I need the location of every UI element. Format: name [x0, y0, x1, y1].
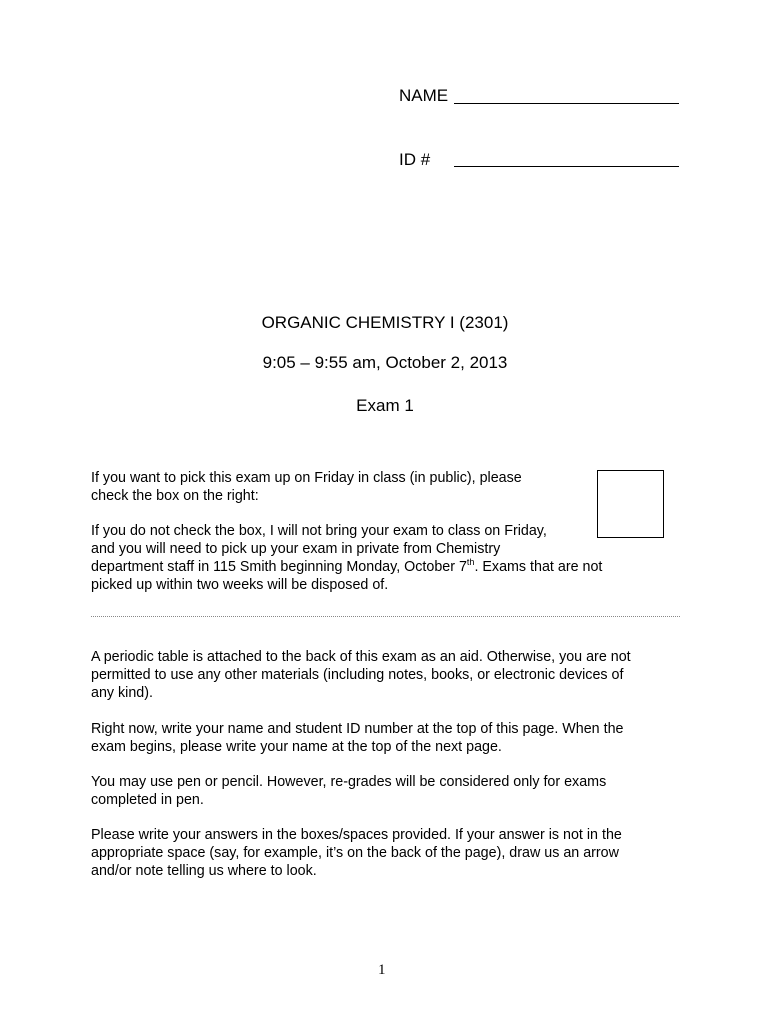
instruction-line: exam begins, please write your name at the top of the next page.: [91, 739, 502, 755]
instruction-line: appropriate space (say, for example, it’s on the back of the page), draw us an arrow: [91, 845, 619, 861]
instructions-paragraph-2: [91, 720, 691, 756]
id-field[interactable]: [454, 166, 679, 167]
id-label: ID #: [399, 150, 431, 169]
name-label: NAME: [399, 86, 449, 105]
pickup-line: check the box on the right:: [91, 488, 259, 504]
instruction-line: Please write your answers in the boxes/spaces provided. If your answer is not in the: [91, 827, 622, 843]
instructions-paragraph-4: [91, 826, 691, 880]
pickup-paragraph-2: [91, 522, 691, 594]
instruction-line: Right now, write your name and student ID number at the top of this page. When the: [91, 721, 624, 737]
name-field[interactable]: [454, 103, 679, 104]
instruction-line: permitted to use any other materials (including notes, books, or electronic devices of: [91, 667, 624, 683]
pickup-line: If you do not check the box, I will not bring your exam to class on Friday,: [91, 523, 547, 539]
section-divider: [91, 616, 680, 617]
instructions-paragraph-1: [91, 648, 691, 702]
page-number: 1: [378, 962, 386, 978]
instructions-paragraph-3: [91, 773, 691, 809]
instruction-line: You may use pen or pencil. However, re-grades will be considered only for exams: [91, 774, 607, 790]
instruction-line: any kind).: [91, 685, 153, 701]
course-title: ORGANIC CHEMISTRY I (2301): [261, 313, 509, 332]
instruction-line: A periodic table is attached to the back of this exam as an aid. Otherwise, you are not: [91, 649, 631, 665]
pickup-line: picked up within two weeks will be disposed of.: [91, 577, 389, 593]
exam-time: 9:05 – 9:55 am, October 2, 2013: [262, 353, 508, 372]
instruction-line: completed in pen.: [91, 792, 204, 808]
exam-number: Exam 1: [356, 396, 414, 415]
pickup-line: department staff in 115 Smith beginning Monday, October 7th. Exams that are not: [91, 557, 603, 575]
instruction-line: and/or note telling us where to look.: [91, 863, 317, 879]
pickup-paragraph-1: [91, 469, 611, 505]
pickup-line: If you want to pick this exam up on Friday in class (in public), please: [91, 470, 522, 486]
pickup-line: and you will need to pick up your exam in private from Chemistry: [91, 541, 501, 557]
